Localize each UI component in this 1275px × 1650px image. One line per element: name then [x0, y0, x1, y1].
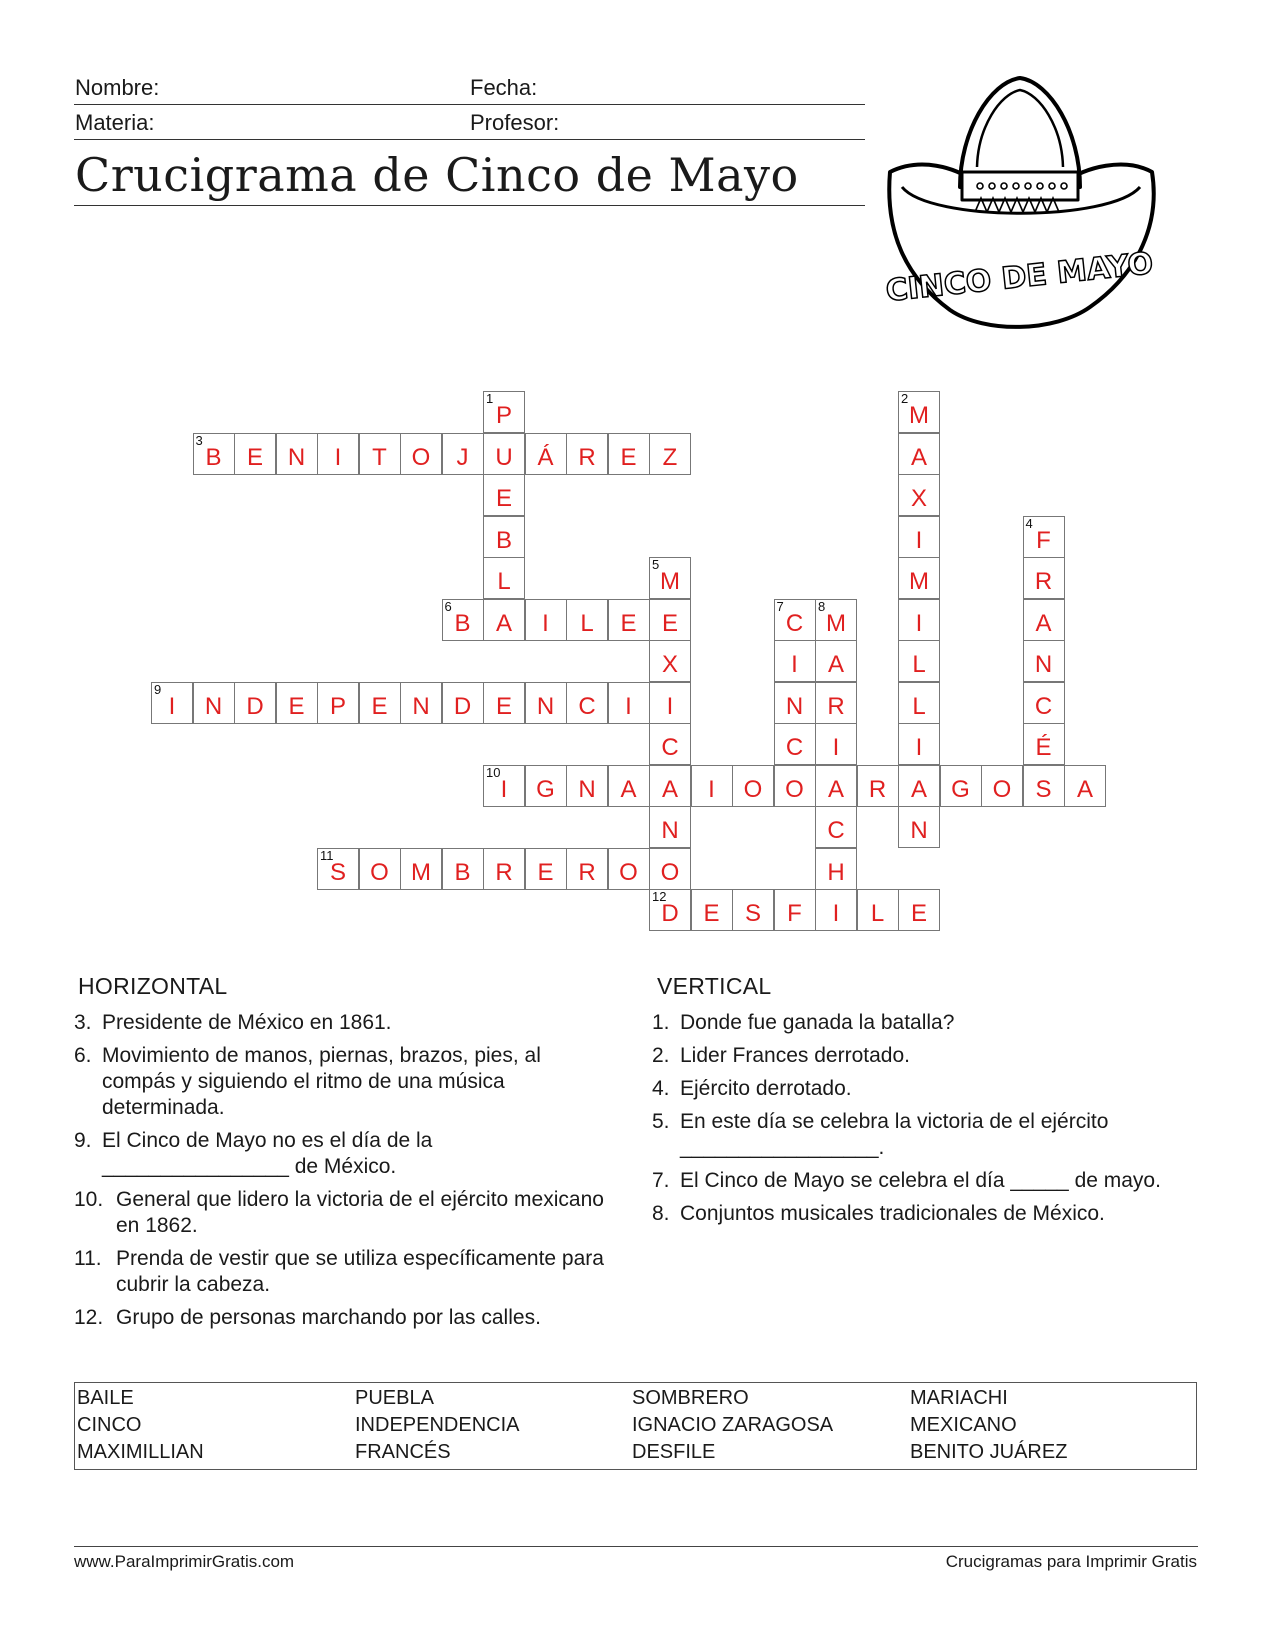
crossword-cell[interactable] [898, 682, 940, 724]
crossword-cell[interactable] [1023, 516, 1065, 558]
crossword-cell[interactable] [649, 889, 691, 931]
crossword-cell[interactable] [359, 433, 401, 475]
crossword-cell[interactable] [1023, 765, 1065, 807]
cell-letter: O [785, 775, 804, 803]
cell-letter: I [334, 443, 342, 471]
nombre-label: Nombre: [75, 75, 160, 100]
crossword-cell[interactable] [898, 433, 940, 475]
clue-item-text: El Cinco de Mayo se celebra el día _____ de mayo. [680, 1169, 1161, 1192]
crossword-cell[interactable] [774, 599, 816, 641]
clue-item-text: El Cinco de Mayo no es el día de la ________________ de México. [102, 1129, 433, 1178]
cell-letter: J [456, 443, 469, 471]
cell-letter: C [785, 609, 804, 637]
cell-letter: C [661, 734, 679, 761]
clue-item-text: Movimiento de manos, piernas, brazos, pies, al compás y siguiendo el ritmo de una música determinada. [102, 1044, 541, 1119]
crossword-cell[interactable] [483, 599, 525, 641]
crossword-cell[interactable] [898, 723, 940, 765]
clue-item-text: General que lidero la victoria de el ejército mexicano en 1862. [116, 1188, 604, 1237]
clue-number: 3 [195, 432, 203, 448]
clue-item-text: Conjuntos musicales tradicionales de México. [680, 1202, 1105, 1225]
footer-website: www.ParaImprimirGratis.com [74, 1552, 295, 1571]
word-bank-word: INDEPENDENCIA [355, 1414, 520, 1436]
crossword-cell[interactable] [649, 682, 691, 724]
crossword-cell[interactable] [857, 889, 899, 931]
clue-number: 4 [1025, 515, 1033, 531]
cell-letter: R [827, 692, 845, 720]
clue-item [652, 1168, 1162, 1194]
crossword-cell[interactable] [649, 557, 691, 599]
crossword-cell[interactable] [774, 889, 816, 931]
profesor-label: Profesor: [470, 110, 560, 135]
word-bank-word: DESFILE [632, 1441, 716, 1463]
cell-letter: N [536, 692, 555, 720]
cell-letter: E [495, 485, 512, 512]
cell-letter: Z [662, 443, 678, 471]
cell-letter: L [870, 900, 885, 927]
crossword-cell[interactable] [276, 433, 318, 475]
cell-letter: É [1035, 734, 1052, 761]
clue-item-text: Donde fue ganada la batalla? [680, 1011, 955, 1034]
crossword-cell[interactable] [774, 682, 816, 724]
clue-item-text: Prenda de vestir que se utiliza específicamente para cubrir la cabeza. [116, 1247, 604, 1296]
word-bank-word: CINCO [77, 1414, 142, 1436]
cell-letter: I [500, 775, 508, 803]
cell-letter: M [909, 568, 929, 595]
cell-letter: I [708, 775, 715, 803]
crossword-cell[interactable] [400, 848, 442, 890]
clue-item-number: 3. [74, 1011, 92, 1034]
cell-letter: E [246, 443, 263, 471]
cell-letter: B [454, 858, 471, 886]
crossword-cell[interactable] [317, 433, 359, 475]
cell-letter: F [787, 900, 802, 927]
clue-item-number: 9. [74, 1129, 92, 1152]
clue-item-number: 2. [652, 1044, 670, 1067]
clue-item-number: 10. [74, 1188, 104, 1211]
cell-letter: I [791, 651, 798, 678]
crossword-cell[interactable] [483, 765, 525, 807]
clue-item-text: Presidente de México en 1861. [102, 1011, 392, 1034]
horizontal-heading: HORIZONTAL [78, 973, 228, 999]
crossword-cell[interactable] [1023, 640, 1065, 682]
cell-letter: C [827, 817, 845, 844]
crossword-cell[interactable] [234, 433, 276, 475]
cell-letter: R [1034, 568, 1053, 595]
cell-letter: A [827, 775, 844, 803]
cell-letter: A [827, 651, 844, 678]
cell-letter: M [826, 609, 846, 637]
cell-letter: E [620, 609, 637, 637]
cell-letter: I [625, 692, 632, 720]
clue-number: 8 [818, 598, 826, 614]
crossword-cell[interactable] [649, 806, 691, 848]
cell-letter: I [542, 609, 549, 637]
cell-letter: A [661, 775, 678, 803]
word-bank-word: BENITO JUÁREZ [910, 1441, 1068, 1463]
crossword-cell[interactable] [483, 682, 525, 724]
crossword-cell[interactable] [815, 723, 857, 765]
fecha-label: Fecha: [470, 75, 538, 100]
cell-letter: E [371, 692, 388, 720]
clue-item [652, 1010, 1162, 1036]
cell-letter: E [495, 692, 512, 720]
crossword-cell[interactable] [649, 640, 691, 682]
cell-letter: R [495, 858, 513, 886]
crossword-cell[interactable] [483, 848, 525, 890]
cell-letter: N [412, 692, 430, 720]
clue-item-text: Grupo de personas marchando por las calles. [116, 1306, 541, 1329]
crossword-cell[interactable] [442, 599, 484, 641]
crossword-cell[interactable] [400, 682, 442, 724]
clue-number: 5 [652, 557, 660, 572]
crossword-cell[interactable] [359, 682, 401, 724]
clue-item [652, 1076, 1162, 1102]
word-bank-word: IGNACIO ZARAGOSA [632, 1414, 834, 1436]
crossword-cell[interactable] [193, 433, 235, 475]
crossword-cell[interactable] [483, 433, 525, 475]
cell-letter: I [666, 692, 674, 720]
crossword-cell[interactable] [400, 433, 442, 475]
crossword-cell[interactable] [193, 682, 235, 724]
word-bank-word: SOMBRERO [632, 1387, 749, 1409]
crossword-cell[interactable] [442, 848, 484, 890]
cell-letter: E [703, 900, 720, 927]
cell-letter: E [910, 900, 927, 927]
word-bank-word: MARIACHI [910, 1387, 1008, 1409]
crossword-cell[interactable] [525, 682, 567, 724]
clue-item [74, 1128, 614, 1180]
word-bank-column [910, 1385, 1067, 1466]
cell-letter: O [370, 858, 389, 886]
crossword-cell[interactable] [691, 765, 733, 807]
cell-letter: X [910, 485, 927, 512]
crossword-cell[interactable] [442, 433, 484, 475]
crossword-cell[interactable] [815, 640, 857, 682]
cell-letter: H [827, 858, 845, 886]
cell-letter: E [288, 692, 305, 720]
cell-letter: N [1034, 651, 1053, 678]
crossword-cell[interactable] [815, 682, 857, 724]
crossword-cell[interactable] [649, 848, 691, 890]
vertical-clue-list [652, 1010, 1162, 1234]
cell-letter: S [744, 900, 761, 927]
crossword-cell[interactable] [317, 848, 359, 890]
cell-letter: O [660, 858, 680, 886]
clue-number: 7 [776, 598, 784, 614]
crossword-cell[interactable] [317, 682, 359, 724]
word-bank [74, 1382, 1197, 1470]
crossword-cell[interactable] [483, 474, 525, 516]
clue-item [74, 1187, 614, 1239]
cell-letter: O [743, 775, 763, 803]
crossword-cell[interactable] [276, 682, 318, 724]
crossword-cell[interactable] [234, 682, 276, 724]
clue-item-number: 5. [652, 1110, 670, 1133]
cell-letter: B [205, 443, 222, 471]
crossword-cell[interactable] [608, 848, 650, 890]
crossword-cell[interactable] [732, 889, 774, 931]
crossword-cell[interactable] [815, 765, 857, 807]
cell-letter: C [785, 734, 804, 761]
crossword-cell[interactable] [815, 889, 857, 931]
crossword-cell[interactable] [566, 848, 608, 890]
cell-letter: P [495, 402, 512, 429]
crossword-cell[interactable] [649, 599, 691, 641]
word-bank-column [355, 1385, 519, 1466]
crossword-cell[interactable] [608, 765, 650, 807]
crossword-cell[interactable] [483, 557, 525, 599]
cell-letter: N [910, 817, 928, 844]
cell-letter: L [912, 692, 926, 720]
clue-number: 6 [444, 598, 452, 614]
cell-letter: A [910, 775, 927, 803]
crossword-cell[interactable] [151, 682, 193, 724]
clue-item-number: 11. [74, 1247, 102, 1270]
sombrero-text: CINCO DE MAYO [884, 246, 1155, 309]
cell-letter: N [785, 692, 804, 720]
crossword-cell[interactable] [483, 516, 525, 558]
cell-letter: L [912, 651, 926, 678]
cell-letter: O [411, 443, 431, 471]
clue-item [74, 1305, 614, 1331]
cell-letter: L [580, 609, 594, 637]
crossword-cell[interactable] [608, 433, 650, 475]
cell-letter: I [168, 692, 176, 720]
crossword-cell[interactable] [1023, 723, 1065, 765]
cell-letter: I [832, 734, 840, 761]
cell-letter: T [372, 443, 387, 471]
clue-item-number: 1. [652, 1011, 670, 1034]
clue-item [652, 1109, 1162, 1161]
crossword-cell[interactable] [940, 765, 982, 807]
cell-letter: L [497, 568, 511, 595]
crossword-cell[interactable] [566, 765, 608, 807]
crossword-cell[interactable] [898, 599, 940, 641]
crossword-cell[interactable] [774, 723, 816, 765]
clue-item [74, 1043, 614, 1121]
word-bank-word: PUEBLA [355, 1387, 434, 1409]
crossword-cell[interactable] [732, 765, 774, 807]
crossword-cell[interactable] [857, 765, 899, 807]
page-title: Crucigrama de Cinco de Mayo [75, 148, 799, 202]
cell-letter: D [661, 900, 679, 927]
cell-letter: D [246, 692, 264, 720]
cell-letter: E [620, 443, 637, 471]
clue-number: 1 [486, 391, 494, 406]
crossword-cell[interactable] [898, 806, 940, 848]
cell-letter: A [1035, 609, 1052, 637]
cell-letter: P [329, 692, 346, 720]
footer-divider [74, 1546, 1198, 1547]
clue-item-text: En este día se celebra la victoria de el ejército _________________. [680, 1110, 1109, 1159]
crossword-cell[interactable] [566, 599, 608, 641]
crossword-cell[interactable] [442, 682, 484, 724]
crossword-cell[interactable] [898, 391, 940, 433]
cell-letter: G [951, 775, 970, 803]
clue-number: 11 [320, 847, 334, 863]
crossword-cell[interactable] [815, 599, 857, 641]
crossword-cell[interactable] [608, 599, 650, 641]
cell-letter: O [619, 858, 638, 886]
word-bank-word: BAILE [77, 1387, 134, 1409]
cell-letter: A [495, 609, 512, 637]
cell-letter: E [537, 858, 554, 886]
clue-item-number: 4. [652, 1077, 670, 1100]
cell-letter: A [620, 775, 637, 803]
cell-letter: O [992, 775, 1012, 803]
crossword-cell[interactable] [981, 765, 1023, 807]
cell-letter: Á [537, 443, 554, 471]
cell-letter: R [868, 775, 887, 803]
clue-item-text: Lider Frances derrotado. [680, 1044, 910, 1067]
crossword-cell[interactable] [649, 765, 691, 807]
cell-letter: C [1034, 692, 1053, 720]
cell-letter: S [1035, 775, 1052, 803]
crossword-cell[interactable] [525, 433, 567, 475]
crossword-cell[interactable] [566, 682, 608, 724]
crossword-cell[interactable] [649, 723, 691, 765]
word-bank-column [632, 1385, 833, 1466]
cell-letter: I [915, 609, 923, 637]
clue-number: 12 [652, 889, 667, 904]
clue-item-number: 12. [74, 1306, 104, 1329]
word-bank-word: FRANCÉS [355, 1441, 451, 1463]
cell-letter: G [536, 775, 555, 803]
cell-letter: I [915, 734, 923, 761]
crossword-cell[interactable] [774, 765, 816, 807]
crossword-cell[interactable] [1023, 599, 1065, 641]
cell-letter: F [1036, 526, 1051, 554]
crossword-cell[interactable] [691, 889, 733, 931]
cell-letter: C [578, 692, 596, 720]
cell-letter: N [204, 692, 223, 720]
crossword-cell[interactable] [483, 391, 525, 433]
cell-letter: R [578, 858, 596, 886]
crossword-cell[interactable] [525, 765, 567, 807]
cell-letter: U [495, 443, 513, 471]
clue-item-number: 8. [652, 1202, 670, 1225]
cell-letter: D [453, 692, 472, 720]
crossword-cell[interactable] [898, 474, 940, 516]
crossword-cell[interactable] [898, 765, 940, 807]
clue-item-number: 6. [74, 1044, 92, 1067]
clue-item [74, 1010, 614, 1036]
clue-item-number: 7. [652, 1169, 670, 1192]
materia-label: Materia: [75, 110, 155, 135]
cell-letter: A [910, 443, 927, 471]
crossword-cell[interactable] [1023, 557, 1065, 599]
crossword-cell[interactable] [898, 516, 940, 558]
clue-item [652, 1043, 1162, 1069]
cell-letter: E [661, 609, 678, 637]
cell-letter: N [287, 443, 306, 471]
crossword-cell[interactable] [1023, 682, 1065, 724]
cell-letter: B [454, 609, 471, 637]
cell-letter: I [915, 526, 923, 554]
clue-item [74, 1246, 614, 1298]
crossword-cell[interactable] [359, 848, 401, 890]
crossword-cell[interactable] [815, 848, 857, 890]
crossword-cell[interactable] [898, 889, 940, 931]
word-bank-column [77, 1385, 204, 1466]
clue-number: 10 [486, 764, 501, 780]
cell-letter: X [661, 651, 678, 678]
cell-letter: M [411, 858, 431, 886]
footer-tagline: Crucigramas para Imprimir Gratis [945, 1552, 1197, 1571]
crossword-cell[interactable] [525, 848, 567, 890]
cell-letter: B [495, 526, 512, 554]
cell-letter: R [578, 443, 596, 471]
cell-letter: I [832, 900, 840, 927]
crossword-cell[interactable] [566, 433, 608, 475]
crossword-cell[interactable] [608, 682, 650, 724]
clue-item [652, 1201, 1162, 1227]
word-bank-word: MEXICANO [910, 1414, 1017, 1436]
clue-number: 9 [154, 681, 162, 697]
word-bank-word: MAXIMILLIAN [77, 1441, 204, 1463]
crossword-cell[interactable] [815, 806, 857, 848]
cell-letter: M [660, 568, 680, 595]
cell-letter: M [909, 402, 929, 429]
clue-number: 2 [901, 391, 909, 406]
cell-letter: N [578, 775, 596, 803]
crossword-cell[interactable] [649, 433, 691, 475]
cell-letter: N [661, 817, 679, 844]
horizontal-clue-list [74, 1010, 614, 1338]
cell-letter: A [1076, 775, 1093, 803]
crossword-cell[interactable] [898, 640, 940, 682]
cell-letter: S [329, 858, 346, 886]
crossword-cell[interactable] [1064, 765, 1106, 807]
crossword-cell[interactable] [525, 599, 567, 641]
crossword-cell[interactable] [898, 557, 940, 599]
crossword-cell[interactable] [774, 640, 816, 682]
clue-item-text: Ejército derrotado. [680, 1077, 852, 1100]
vertical-heading: VERTICAL [657, 973, 772, 999]
